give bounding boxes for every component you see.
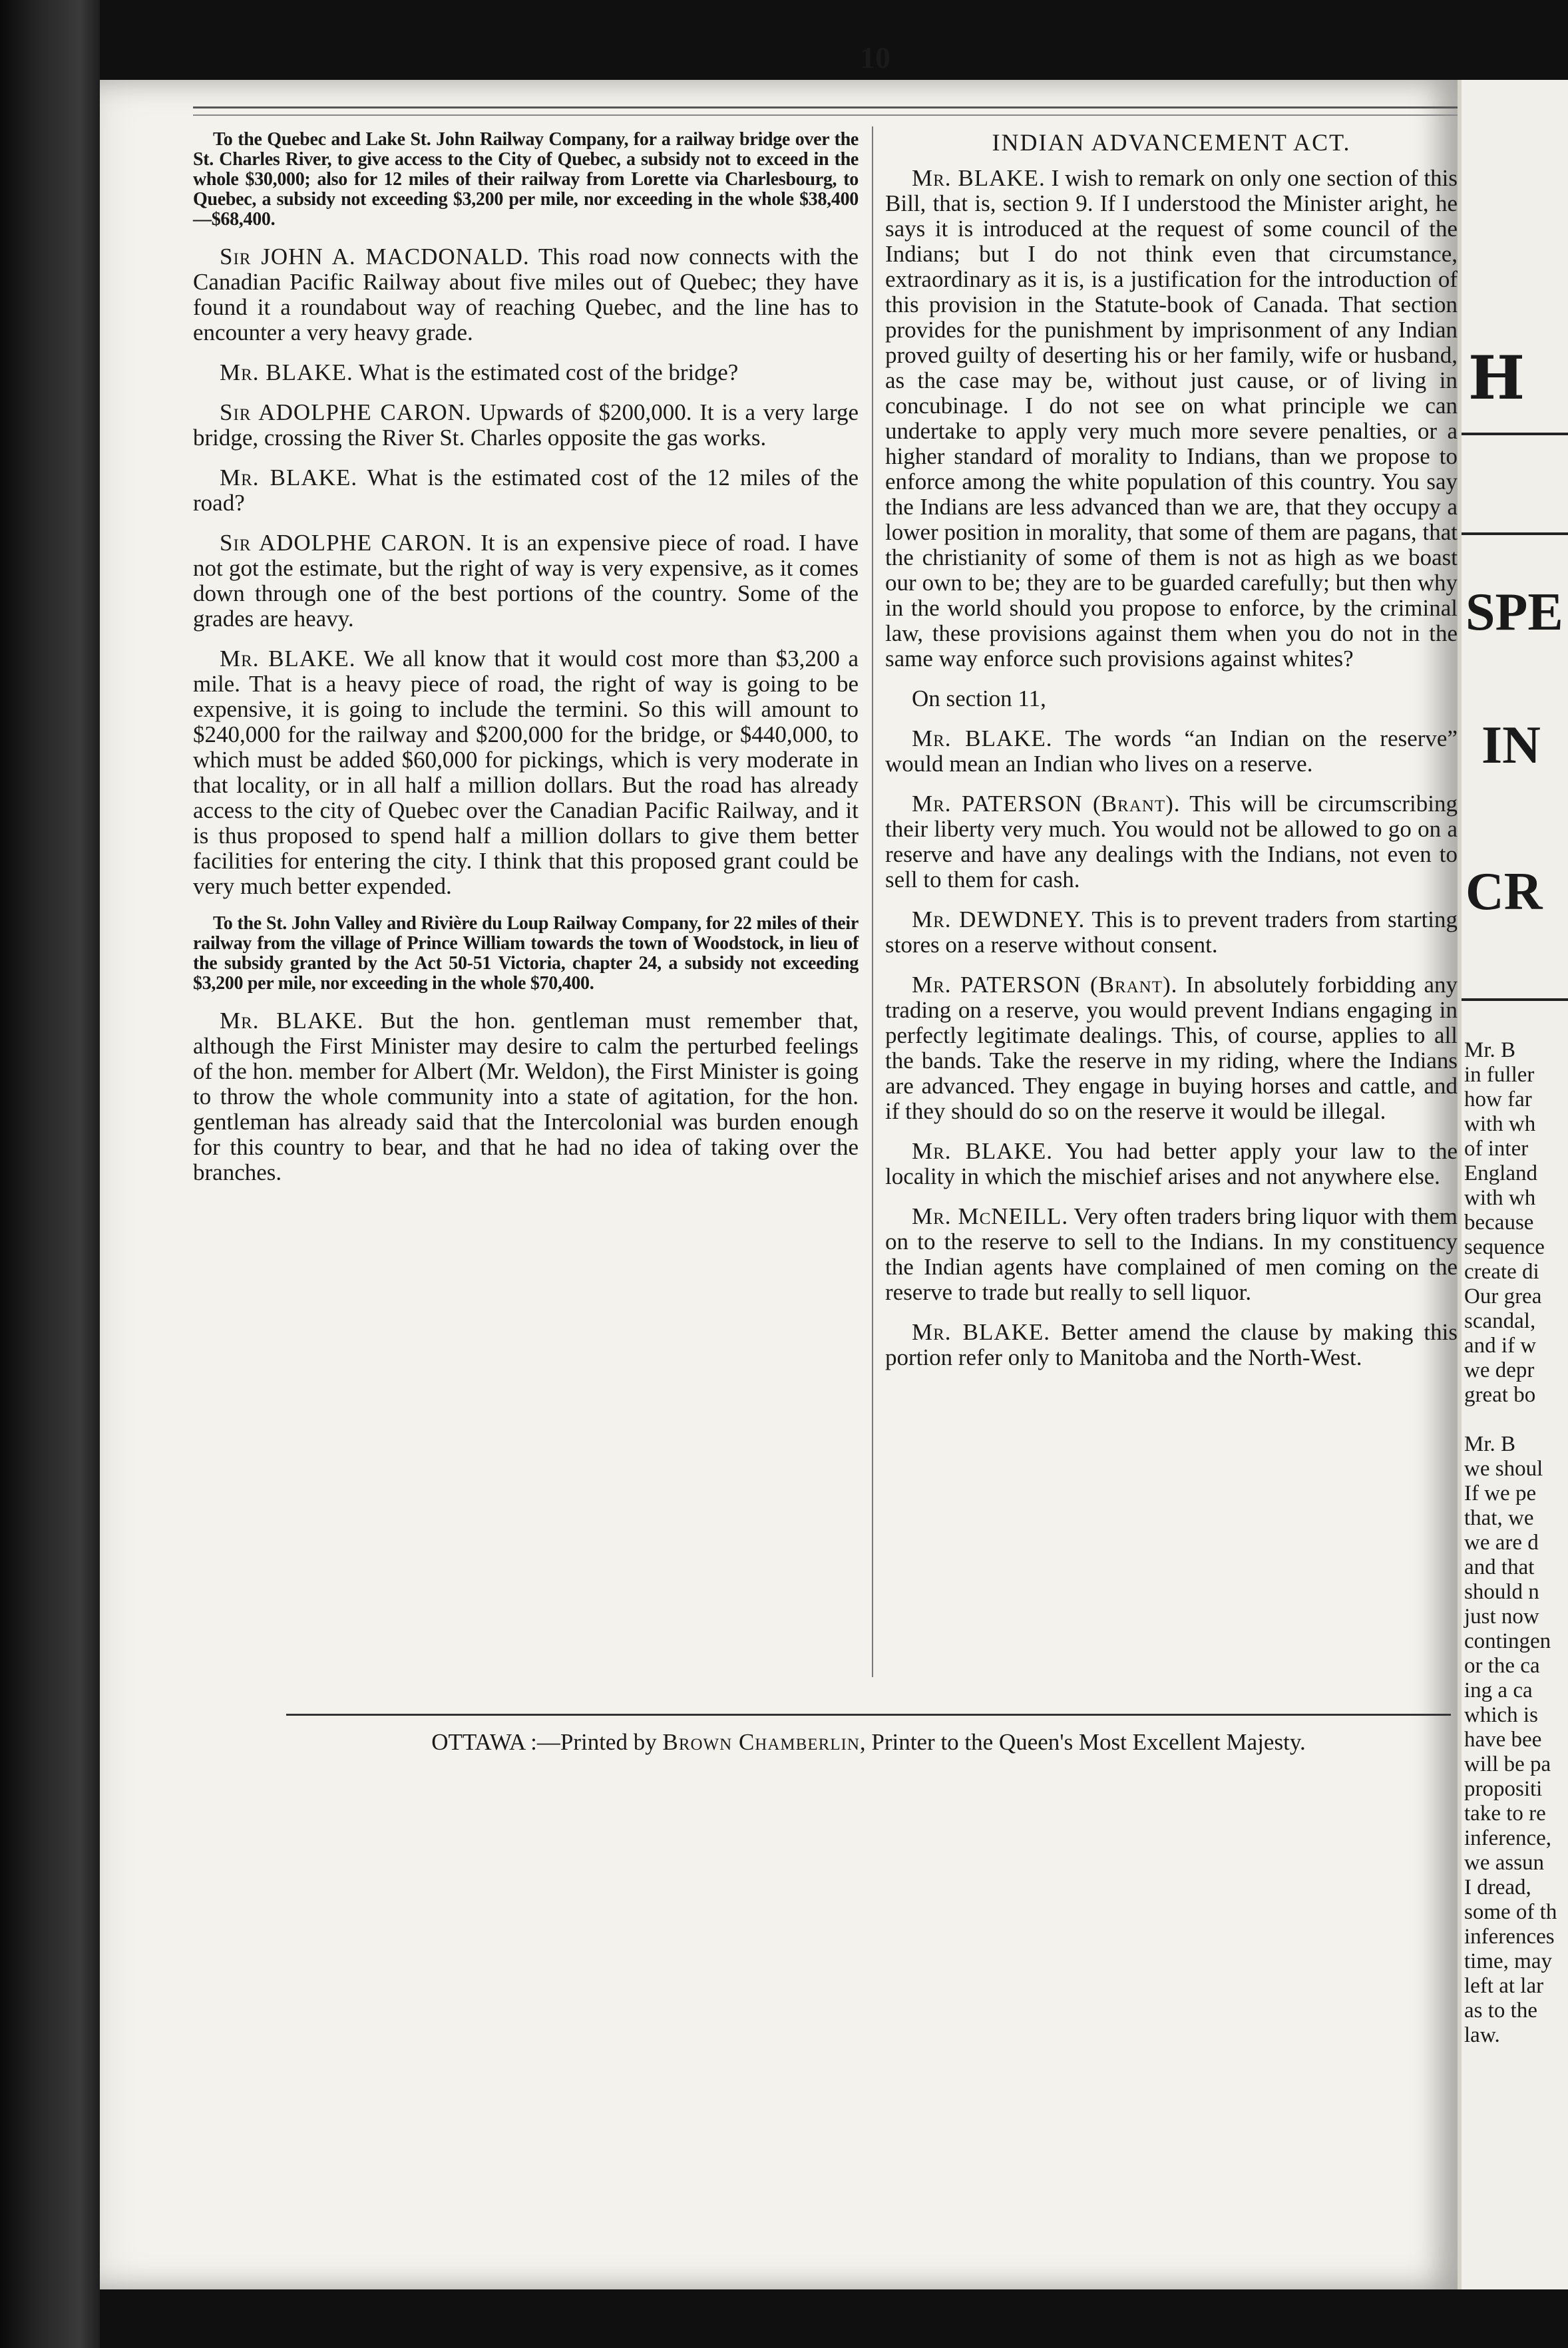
speech-paragraph <box>885 1204 1458 1305</box>
adjacent-page-rule <box>1462 433 1568 435</box>
adjacent-page-text-line: I dread, <box>1464 1875 1531 1899</box>
adjacent-page-gothic-letter: H <box>1468 343 1525 413</box>
speech-text: This will be circumscribing their liberty very much. You would not be allowed to go on a reserve and have any dealings with the Indians, not even to sell to them for cash. <box>885 791 1458 892</box>
speaker-name: Mr. PATERSON (Brant). <box>912 972 1178 998</box>
speech-text: Very often traders bring liquor with them on to the reserve to sell to the Indians. In my constituency the Indian agents have complained of men coming on the reserve to trade but really to sell liquor. <box>885 1203 1458 1305</box>
adjacent-page-title-line: IN <box>1481 716 1541 775</box>
speaker-name: Mr. BLAKE. <box>912 725 1053 751</box>
speech-paragraph <box>885 907 1458 958</box>
adjacent-page-title-line: CR <box>1466 863 1543 921</box>
speech-text: What is the estimated cost of the 12 miles of the road? <box>193 465 859 516</box>
speech-paragraph <box>885 1320 1458 1370</box>
imprint-line <box>286 1729 1451 1756</box>
adjacent-page-text-line: will be pa <box>1464 1752 1551 1776</box>
speaker-name: Mr. McNEILL. <box>912 1203 1069 1229</box>
adjacent-page-text-line: England <box>1464 1161 1537 1185</box>
speech-paragraph <box>885 972 1458 1124</box>
adjacent-page-rule <box>1462 998 1568 1001</box>
speech-paragraph <box>193 360 859 385</box>
speech-paragraph <box>193 400 859 451</box>
adjacent-page-text-line: propositi <box>1464 1777 1543 1801</box>
speaker-name: Mr. BLAKE. <box>220 646 356 672</box>
adjacent-page-text-line <box>1464 1408 1557 1432</box>
adjacent-page-text-line: which is <box>1464 1703 1538 1727</box>
section-heading: INDIAN ADVANCEMENT ACT. <box>992 129 1351 156</box>
column-divider <box>872 126 873 1677</box>
section-note: On section 11, <box>912 685 1046 711</box>
adjacent-page-text-line: contingen <box>1464 1629 1551 1653</box>
adjacent-page-text-line: law. <box>1464 2023 1500 2047</box>
speech-text: In absolutely forbidding any trading on a reserve, you would prevent Indians engaging in perfectly legitimate dealings. This, of course, applies to all the bands. Take the reserve in my riding, where the Indians are advanced. They engage in buying horses and cattle, and if they should do so on the reserve it would be illegal. <box>885 972 1458 1124</box>
adjacent-page-text-line: take to re <box>1464 1802 1546 1826</box>
resolution-paragraph <box>193 130 859 230</box>
adjacent-page-text-line: create di <box>1464 1260 1539 1284</box>
speaker-name: Mr. BLAKE. <box>220 1008 364 1034</box>
speaker-name: Mr. PATERSON (Brant). <box>912 791 1181 817</box>
adjacent-page-text-line: Mr. B <box>1464 1432 1516 1456</box>
adjacent-page-text <box>1464 1038 1557 2048</box>
adjacent-page-text-line: time, may <box>1464 1949 1552 1973</box>
speech-text: It is an expensive piece of road. I have not got the estimate, but the right of way is very expensive, as it comes down through one of the best portions of the country. Some of the grades are heavy. <box>193 530 859 632</box>
page-number: 10 <box>860 41 890 75</box>
resolution-text: To the Quebec and Lake St. John Railway Company, for a railway bridge over the St. Charles River, to give access to the City of Quebec, a subsidy not to exceed in the whole $30,000; also for 12 miles of their railway from Lorette via Charlesbourg, to Quebec, a subsidy not exceeding $3,200 per mile, nor exceeding in the whole $38,400—$68,400. <box>193 129 859 230</box>
adjacent-page-text-line: that, we <box>1464 1506 1534 1530</box>
speaker-name: Mr. BLAKE. <box>912 1319 1051 1345</box>
adjacent-page-text-line: great bo <box>1464 1383 1536 1407</box>
adjacent-page-text-line: inference, <box>1464 1826 1551 1850</box>
speech-paragraph <box>885 1139 1458 1189</box>
adjacent-page-text-line: Our grea <box>1464 1284 1542 1308</box>
speech-text: This road now connects with the Canadian Pacific Railway about five miles out of Quebec; they have found it a roundabout way of reaching Quebec, and the line has to encounter a very heavy grade. <box>193 244 859 345</box>
adjacent-page-text-line: Mr. B <box>1464 1038 1516 1062</box>
adjacent-page-text-line: with wh <box>1464 1186 1536 1210</box>
adjacent-page-text-line: of inter <box>1464 1137 1529 1161</box>
speech-paragraph <box>885 166 1458 672</box>
adjacent-page-text-line: we are d <box>1464 1531 1539 1555</box>
speaker-name: Mr. BLAKE. <box>220 359 353 385</box>
speaker-name: Sir JOHN A. MACDONALD. <box>220 244 530 270</box>
speech-text: I wish to remark on only one section of this Bill, that is, section 9. If I understood the Minister aright, he says it is introduced at the request of some council of the Indians; but I do not think even that circumstance, extraordinary as it is, is a justification for the introduction of this provision in the Statute-book of Canada. That section provides for the punishment by imprisonment of any Indian proved guilty of deserting his or her family, wife or husband, as the case may be, without just cause, or of living in concubinage. I do not see on what principle we can undertake to apply very much more severe penalties, or a higher standard of morality to Indians, than we propose to enforce among the white population of this country. You say the Indians are less advanced than we are, that they occupy a lower position in morality, that some of them are pagans, that the christianity of some of them is not as high as we boast our own to be; they are to be guarded carefully; but then why in the world should you propose to enforce, by the criminal law, these provisions against them when you do not in the same way enforce such provisions against whites? <box>885 165 1458 672</box>
speech-text: We all know that it would cost more than $3,200 a mile. That is a heavy piece of road, the right of way is going to be expensive, it is going to include the termini. So this will amount to $240,000 for the railway and $200,000 for the bridge, or $440,000, to which must be added $60,000 for pickings, which is very moderate in that locality, or in all half a million dollars. But the road has already access to the city of Quebec over the Canadian Pacific Railway, and it is thus proposed to spend half a million dollars to give them better facilities for entering the city. I think that this proposed grant could be very much better expended. <box>193 646 859 899</box>
header-rule <box>193 106 1461 108</box>
speech-text: What is the estimated cost of the bridge? <box>358 359 739 385</box>
speech-text: You had better apply your law to the locality in which the mischief arises and not anywhere else. <box>885 1138 1458 1189</box>
adjacent-page-text-line: and if w <box>1464 1334 1537 1358</box>
adjacent-page-title-line: SPE <box>1466 583 1563 642</box>
resolution-text: To the St. John Valley and Rivière du Loup Railway Company, for 22 miles of their railway from the village of Prince William towards the town of Woodstock, in lieu of the subsidy granted by the Act 50-51 Victoria, chapter 24, a subsidy not exceeding $3,200 per mile, nor exceeding in the whole $70,400. <box>193 913 859 994</box>
speech-paragraph <box>193 465 859 516</box>
imprint-prefix: OTTAWA :—Printed by <box>431 1729 663 1755</box>
speech-text: This is to prevent traders from starting stores on a reserve without consent. <box>885 906 1458 958</box>
speaker-name: Mr. BLAKE. <box>912 165 1046 191</box>
adjacent-page-fragment <box>1458 80 1568 2289</box>
adjacent-page-text-line: in fuller <box>1464 1063 1535 1087</box>
adjacent-page-text-line: just now <box>1464 1605 1539 1629</box>
adjacent-page-text-line: we shoul <box>1464 1457 1543 1481</box>
speech-paragraph <box>193 530 859 632</box>
speaker-name: Sir ADOLPHE CARON. <box>220 530 473 556</box>
speaker-name: Mr. DEWDNEY. <box>912 906 1085 932</box>
speech-paragraph <box>885 791 1458 892</box>
speaker-name: Mr. BLAKE. <box>912 1138 1053 1164</box>
imprint-suffix: , Printer to the Queen's Most Excellent Majesty. <box>859 1729 1306 1755</box>
adjacent-page-rule <box>1462 532 1568 535</box>
adjacent-page-text-line: some of th <box>1464 1900 1557 1924</box>
left-column <box>193 130 859 1200</box>
adjacent-page-text-line: with wh <box>1464 1112 1536 1136</box>
adjacent-page-text-line: ing a ca <box>1464 1678 1533 1702</box>
adjacent-page-text-line: scandal, <box>1464 1309 1536 1333</box>
speaker-name: Mr. BLAKE. <box>220 465 358 490</box>
speech-text: Upwards of $200,000. It is a very large bridge, crossing the River St. Charles opposite the gas works. <box>193 399 859 451</box>
book-binding-edge <box>0 0 100 2348</box>
adjacent-page-text-line: we depr <box>1464 1358 1535 1382</box>
header-rule-secondary <box>193 114 1461 116</box>
footer-rule <box>286 1714 1451 1716</box>
speech-paragraph <box>193 1008 859 1185</box>
adjacent-page-text-line: should n <box>1464 1580 1539 1604</box>
adjacent-page-text-line: and that <box>1464 1555 1535 1579</box>
adjacent-page-text-line: how far <box>1464 1087 1532 1111</box>
speech-text: Better amend the clause by making this portion refer only to Manitoba and the North-West. <box>885 1319 1458 1370</box>
resolution-paragraph <box>193 914 859 994</box>
adjacent-page-text-line: because <box>1464 1211 1534 1235</box>
adjacent-page-text-line: If we pe <box>1464 1481 1537 1505</box>
adjacent-page-text-line: as to the <box>1464 1999 1537 2023</box>
speech-paragraph <box>885 726 1458 777</box>
adjacent-page-text-line: left at lar <box>1464 1974 1544 1998</box>
right-column <box>885 130 1458 1385</box>
speech-paragraph <box>193 646 859 899</box>
adjacent-page-text-line: we assun <box>1464 1851 1545 1875</box>
adjacent-page-text-line: or the ca <box>1464 1654 1540 1678</box>
speech-text: The words “an Indian on the reserve” would mean an Indian who lives on a reserve. <box>885 725 1458 777</box>
adjacent-page-text-line: sequence <box>1464 1235 1545 1259</box>
speech-text: But the hon. gentleman must remember that, although the First Minister may desire to calm the perturbed feelings of the hon. member for Albert (Mr. Weldon), the First Minister is going to throw the whole community into a state of agitation, for the hon. gentleman has already said that the Intercolonial was burden enough for this country to bear, and that he had no idea of taking over the branches. <box>193 1008 859 1185</box>
speaker-name: Sir ADOLPHE CARON. <box>220 399 472 425</box>
imprint-printer-name: Brown Chamberlin <box>662 1729 860 1755</box>
adjacent-page-text-line: inferences <box>1464 1925 1555 1949</box>
speech-paragraph <box>193 244 859 345</box>
adjacent-page-text-line: have bee <box>1464 1728 1542 1752</box>
